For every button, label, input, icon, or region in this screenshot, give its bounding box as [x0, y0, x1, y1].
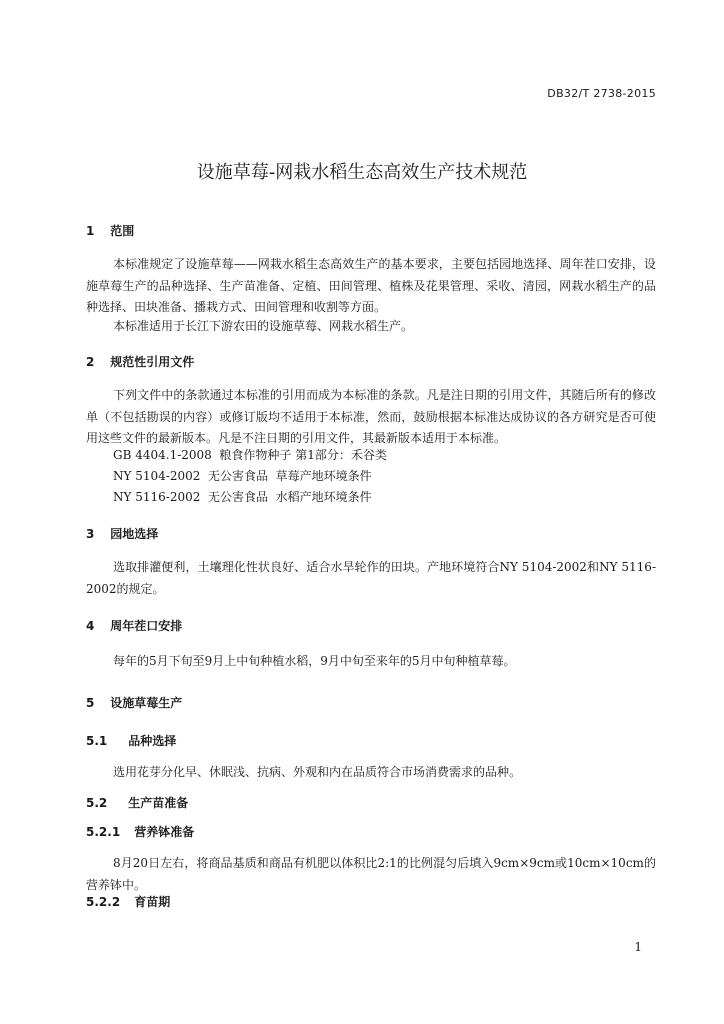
section-5-2-heading [86, 794, 188, 811]
section-1-paragraph-1: 本标准规定了设施草莓——网栽水稻生态高效生产的基本要求，主要包括园地选择、周年茬口安排，设施草莓生产的品种选择、生产苗准备、定植、田间管理、植株及花果管理、采收、清园，网栽水稻生产的品种选择、田块准备、播栽方式、田间管理和收割等方面。 [86, 257, 656, 315]
section-1-heading [86, 222, 134, 239]
section-2-heading [86, 353, 194, 370]
section-title: 范围 [110, 224, 135, 238]
section-number: 5 [86, 696, 95, 710]
document-title: 设施草莓-网栽水稻生态高效生产技术规范 [196, 162, 528, 183]
section-3-paragraph: 选取排灌便利，土壤理化性状良好、适合水旱轮作的田块。产地环境符合NY 5104-2002和NY 5116-2002的规定。 [86, 560, 656, 596]
section-number: 5.2.2 [86, 895, 121, 909]
section-5-2-1-heading [86, 823, 194, 840]
section-number: 5.2 [86, 796, 108, 810]
section-title: 园地选择 [110, 527, 159, 541]
section-title: 规范性引用文件 [110, 355, 195, 369]
section-5-2-1-paragraph: 8月20日左右，将商品基质和商品有机肥以体积比2:1的比例混匀后填入9cm×9cm或10cm×10cm的营养钵中。 [86, 856, 656, 892]
section-title: 周年茬口安排 [110, 619, 183, 633]
section-title: 营养钵准备 [134, 825, 195, 839]
section-1-paragraph-2: 本标准适用于长江下游农田的设施草莓、网栽水稻生产。 [113, 319, 414, 333]
section-title: 生产苗准备 [128, 796, 189, 810]
section-2-paragraph: 下列文件中的条款通过本标准的引用而成为本标准的条款。凡是注日期的引用文件，其随后所有的修改单（不包括勘误的内容）或修订版均不适用于本标准，然而，鼓励根据本标准达成协议的各方研究是否可使用这些文件的最新版本。凡是不注日期的引用文件，其最新版本适用于本标准。 [86, 388, 656, 446]
section-5-1-heading [86, 732, 176, 749]
section-5-heading [86, 694, 182, 711]
section-5-2-2-heading [86, 893, 170, 910]
section-number: 1 [86, 224, 95, 238]
section-title: 育苗期 [134, 895, 171, 909]
reference-item: NY 5116-2002 无公害食品 水稻产地环境条件 [113, 490, 372, 504]
section-4-heading [86, 617, 182, 634]
section-number: 5.2.1 [86, 825, 121, 839]
section-number: 2 [86, 355, 95, 369]
section-title: 设施草莓生产 [110, 696, 183, 710]
reference-item: NY 5104-2002 无公害食品 草莓产地环境条件 [113, 469, 372, 483]
section-number: 4 [86, 619, 95, 633]
standard-code: DB32/T 2738-2015 [547, 87, 656, 100]
section-number: 5.1 [86, 734, 108, 748]
section-title: 品种选择 [128, 734, 177, 748]
page-number: 1 [634, 940, 642, 954]
section-4-paragraph: 每年的5月下旬至9月上中旬种植水稻，9月中旬至来年的5月中旬种植草莓。 [113, 654, 516, 668]
reference-item: GB 4404.1-2008 粮食作物种子 第1部分：禾谷类 [113, 448, 387, 462]
section-3-heading [86, 525, 158, 542]
section-number: 3 [86, 527, 95, 541]
section-5-1-paragraph: 选用花芽分化早、休眠浅、抗病、外观和内在品质符合市场消费需求的品种。 [113, 765, 522, 779]
